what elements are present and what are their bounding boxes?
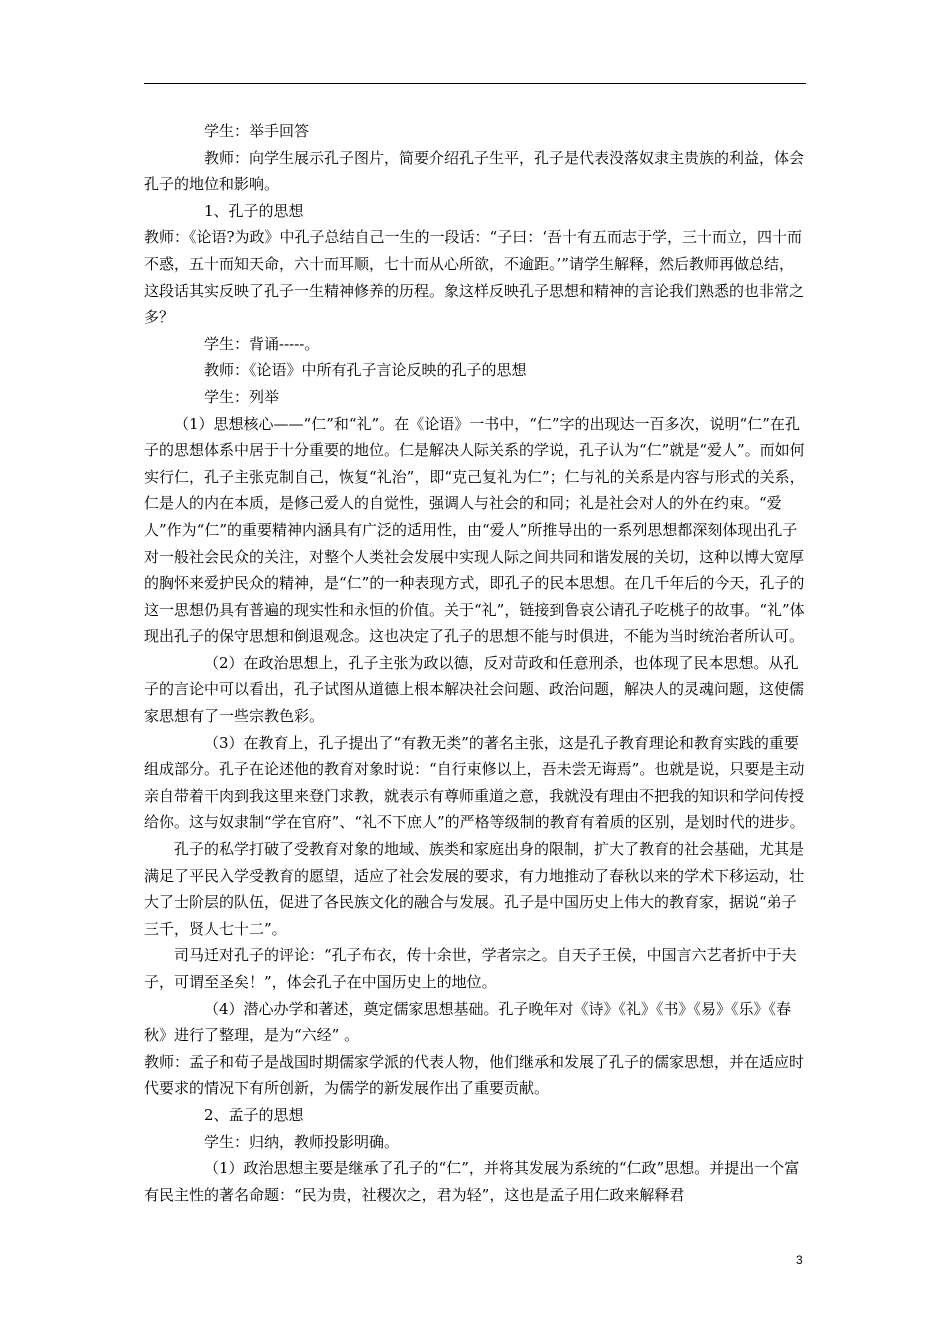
section-heading-confucius-thought: 1、孔子的思想 [204,201,304,220]
paragraph-teacher-show-picture: 教师：向学生展示孔子图片，简要介绍孔子生平，孔子是代表没落奴隶主贵族的利益，体会孔子的地位和影响。 [144,148,805,194]
paragraph-sima-qian: 司马迁对孔子的评论：“孔子布衣，传十余世，学者宗之。自天子王侯，中国言六艺者折中于夫子，可谓至圣矣！”，体会孔子在中国历史上的地位。 [144,946,797,991]
document-body [144,118,806,1208]
paragraph-teacher-question: 教师：《论语》中所有孔子言论反映的孔子的思想 [204,361,527,380]
paragraph-point-2-politics: （2）在政治思想上，孔子主张为政以德，反对苛政和任意刑杀，也体现了民本思想。从孔子的言论中可以看出，孔子试图从道德上根本解决社会问题、政治问题，解决人的灵魂问题，这使儒家思想有了一些宗教色彩。 [144,653,805,726]
header-rule [144,83,806,84]
paragraph-point-3-education: （3）在教育上，孔子提出了“有教无类”的著名主张，这是孔子教育理论和教育实践的重要组成部分。孔子在论述他的教育对象时说：“自行束修以上，吾未尝无诲焉”。也就是说，只要是主动亲自带着干肉到我这里来登门求教，就表示有尊师重道之意，我就没有理由不把我的知识和学问传授给你。这与奴隶制“学在官府”、“礼不下庶人”的严格等级制的教育有着质的区别，是划时代的进步。 [144,733,805,832]
paragraph-teacher-mencius-xunzi: 教师：孟子和荀子是战国时期儒家学派的代表人物，他们继承和发展了孔子的儒家思想，并在适应时代要求的情况下有所创新，为儒学的新发展作出了重要贡献。 [144,1052,805,1098]
page-number: 3 [796,1253,803,1267]
paragraph-mencius-point-1: （1）政治思想主要是继承了孔子的“仁”，并将其发展为系统的“仁政”思想。并提出一个富有民主性的著名命题：“民为贵，社稷次之，君为轻”，这也是孟子用仁政来解释君 [144,1159,800,1204]
paragraph-student-list: 学生：列举 [204,387,280,406]
paragraph-point-1-ren-li: （1）思想核心——“仁”和“礼”。在《论语》一书中，“仁”字的出现达一百多次，说明“仁”在孔子的思想体系中居于十分重要的地位。仁是解决人际关系的学说，孔子认为“仁”就是“爱人”。而如何实行仁，孔子主张克制自己，恢复“礼治”，即“克己复礼为仁”；仁与礼的关系是内容与形式的关系，仁是人的内在本质，是修己爱人的自觉性，强调人与社会的和同；礼是社会对人的外在约束。“爱人”作为“仁”的重要精神内涵具有广泛的适用性，由“爱人”所推导出的一系列思想都深刻体现出孔子对一般社会民众的关注，对整个人类社会发展中实现人际之间共同和谐发展的关切，这种以博大宽厚的胸怀来爱护民众的精神，是“仁”的一种表现方式，即孔子的民本思想。在几千年后的今天，孔子的这一思想仍具有普遍的现实性和永恒的价值。关于“礼”，链接到鲁哀公请孔子吃桃子的故事。“礼”体现出孔子的保守思想和倒退观念。这也决定了孔子的思想不能与时俱进，不能为当时统治者所认可。 [144,414,805,646]
section-heading-mencius-thought: 2、孟子的思想 [204,1105,304,1124]
paragraph-private-school: 孔子的私学打破了受教育对象的地域、族类和家庭出身的限制，扩大了教育的社会基础，尤其是满足了平民入学受教育的愿望，适应了社会发展的要求，有力地推动了春秋以来的学术下移运动，壮大了士阶层的队伍，促进了各民族文化的融合与发展。孔子是中国历史上伟大的教育家，据说“弟子三千，贤人七十二”。 [144,840,805,938]
paragraph-student-recite: 学生：背诵-----。 [204,334,320,353]
paragraph-student-summarize: 学生：归纳，教师投影明确。 [204,1132,400,1151]
paragraph-point-4-six-classics: （4）潜心办学和著述，奠定儒家思想基础。孔子晚年对《诗》《礼》《书》《易》《乐》《春秋》进行了整理，是为“六经” 。 [144,999,792,1045]
paragraph-student-raise-hand: 学生：举手回答 [204,122,310,140]
paragraph-teacher-analects: 教师：《论语?为政》中孔子总结自己一生的一段话：“子曰：‘吾十有五而志于学，三十而立，四十而不惑，五十而知天命，六十而耳顺，七十而从心所欲，不逾距。’”请学生解释，然后教师再做总结，这段话其实反映了孔子一生精神修养的历程。象这样反映孔子思想和精神的言论我们熟悉的也非常之多？ [144,228,805,327]
